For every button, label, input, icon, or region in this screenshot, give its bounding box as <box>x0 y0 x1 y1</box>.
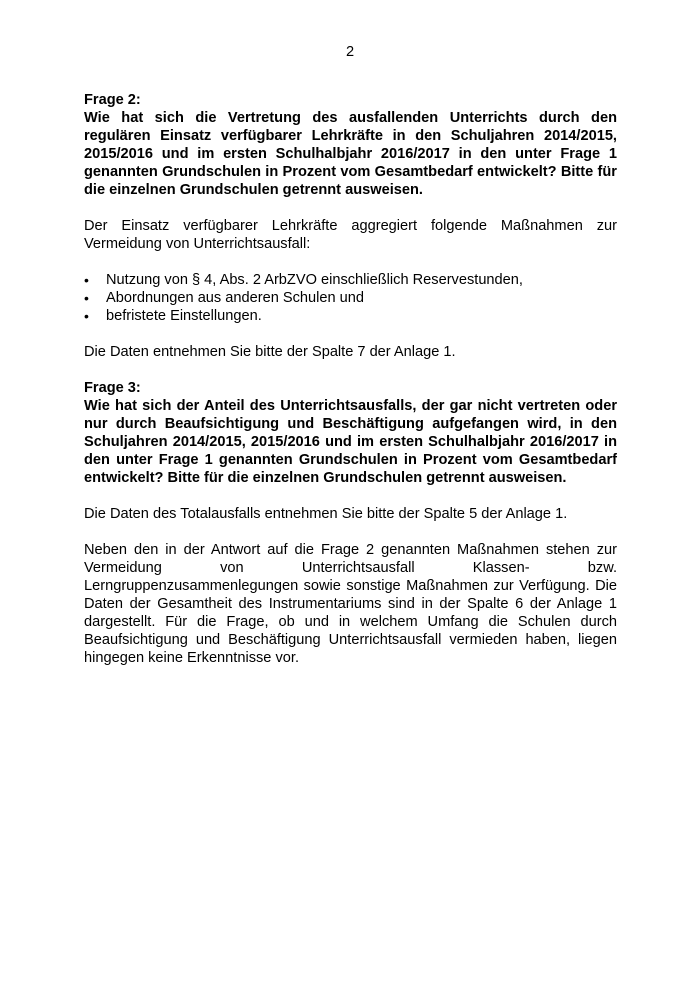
list-item: • Nutzung von § 4, Abs. 2 ArbZVO einschließlich Reservestunden, <box>84 272 523 288</box>
bullet-icon: • <box>84 308 89 324</box>
page-number: 2 <box>345 44 355 60</box>
frage-3-question: Wie hat sich der Anteil des Unterrichtsausfalls, der gar nicht vertreten oder nur durch Beaufsichtigung und Beschäftigung aufgefangen wird, in den Schuljahren 2014/2015, 2015/2016 und im ersten Schulhalbjahr 2016/2017 in den unter Frage 1 genannten Grundschulen in Prozent vom Gesamtbedarf entwickelt? Bitte für die einzelnen Grundschulen getrennt ausweisen. <box>84 398 617 486</box>
bullet-icon: • <box>84 290 89 306</box>
frage-2-answer-note: Die Daten entnehmen Sie bitte der Spalte 7 der Anlage 1. <box>84 344 456 360</box>
list-item: • Abordnungen aus anderen Schulen und <box>84 290 365 306</box>
frage-3-answer-1: Die Daten des Totalausfalls entnehmen Sie bitte der Spalte 5 der Anlage 1. <box>84 506 568 522</box>
frage-2-answer-intro: Der Einsatz verfügbarer Lehrkräfte aggregiert folgende Maßnahmen zur Vermeidung von Unterrichtsausfall: <box>84 218 617 252</box>
document-body <box>84 91 617 667</box>
frage-2-label: Frage 2: <box>84 92 141 108</box>
bullet-icon: • <box>84 272 89 288</box>
frage-2-question: Wie hat sich die Vertretung des ausfallenden Unterrichts durch den regulären Einsatz verfügbarer Lehrkräfte in den Schuljahren 2014/2015, 2015/2016 und im ersten Schulhalbjahr 2016/2017 in den unter Frage 1 genannten Grundschulen in Prozent vom Gesamtbedarf entwickelt? Bitte für die einzelnen Grundschulen getrennt ausweisen. <box>84 110 617 198</box>
list-item: • befristete Einstellungen. <box>84 308 262 324</box>
measures-list <box>84 271 617 325</box>
frage-3-label: Frage 3: <box>84 380 141 396</box>
frage-3-section <box>84 379 617 667</box>
frage-3-answer-2: Neben den in der Antwort auf die Frage 2 genannten Maßnahmen stehen zur Vermeidung von Unterrichtsausfall Klassen- bzw. Lerngruppenzusammenlegungen sowie sonstige Maßnahmen zur Verfügung. Die Daten der Gesamtheit des Instrumentariums sind in der Spalte 6 der Anlage 1 dargestellt. Für die Frage, ob und in welchem Umfang die Schulen durch Beaufsichtigung und Beschäftigung Unterrichtsausfall vermieden haben, liegen hingegen keine Erkenntnisse vor. <box>84 542 617 666</box>
frage-2-section <box>84 91 617 361</box>
